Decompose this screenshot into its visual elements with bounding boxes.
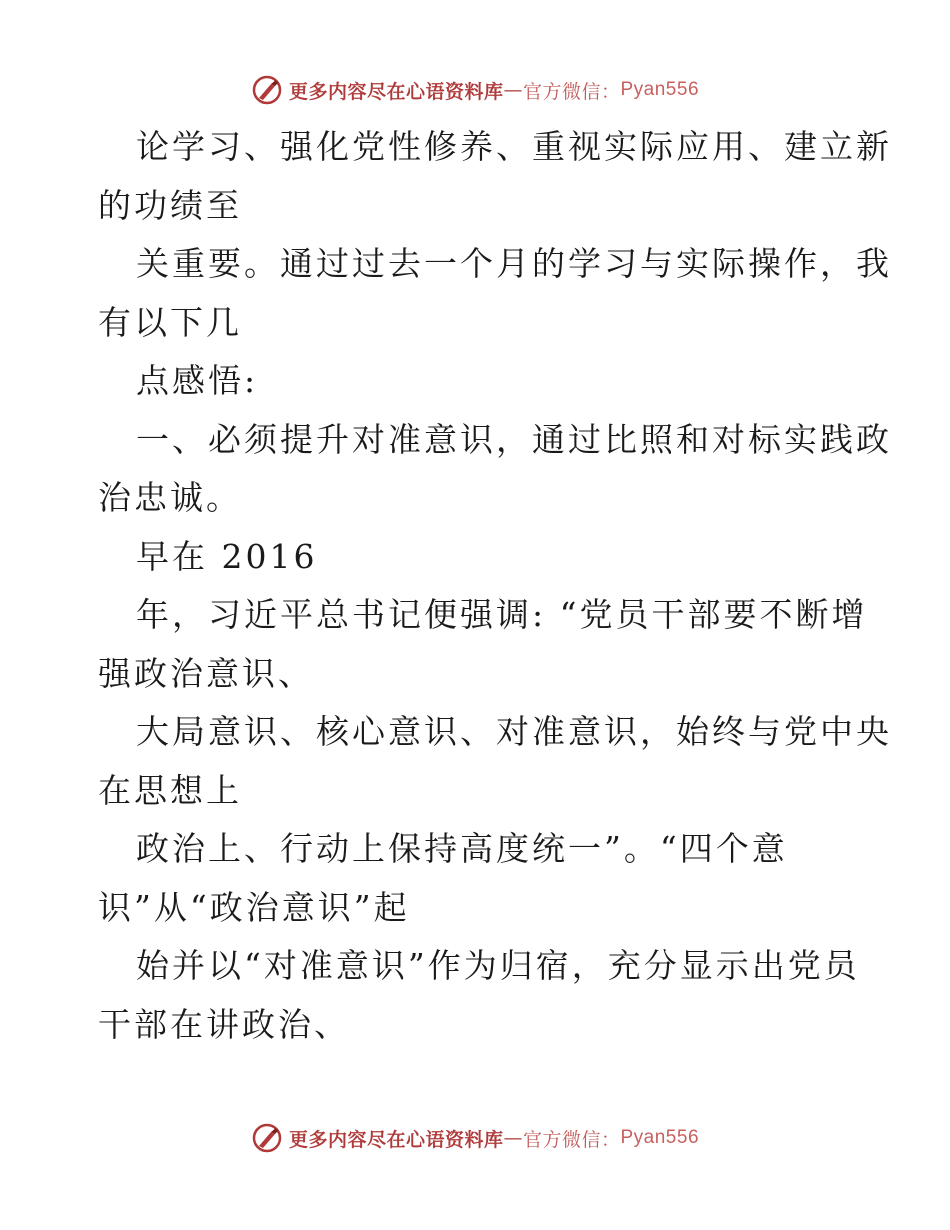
- banner-brand: 更多内容尽在心语资料库: [288, 1128, 504, 1151]
- text-line: 强政治意识、: [98, 653, 314, 693]
- banner-wechat-id: Pyan556: [620, 79, 700, 100]
- text-line: 识”从“政治意识”起: [98, 887, 410, 927]
- text-line: 点感悟:: [136, 361, 259, 400]
- pen-logo-icon: [251, 74, 283, 106]
- text-line: 早在 2016: [136, 536, 318, 576]
- text-line: 有以下几: [98, 302, 242, 342]
- text-line: 政治上、行动上保持高度统一”。“四个意: [136, 829, 788, 868]
- text-line: 大局意识、核心意识、对准意识，始终与党中央: [136, 712, 892, 751]
- banner-brand: 更多内容尽在心语资料库: [288, 80, 504, 103]
- document-body: [98, 118, 892, 1054]
- banner-wechat-label: 官方微信：: [522, 80, 621, 103]
- text-line: 干部在讲政治、: [98, 1004, 350, 1044]
- text-line: 年，习近平总书记便强调: “党员干部要不断增: [136, 595, 868, 634]
- text-line: 始并以“对准意识”作为归宿，充分显示出党员: [136, 946, 860, 985]
- pen-logo-icon: [251, 1122, 283, 1154]
- text-line: 论学习、强化党性修养、重视实际应用、建立新: [136, 127, 892, 166]
- banner-wechat-label: 官方微信：: [522, 1128, 621, 1151]
- text-line: 的功绩至: [98, 185, 242, 225]
- text-line: 一、必须提升对准意识，通过比照和对标实践政: [136, 419, 892, 459]
- banner-dash: —: [503, 79, 523, 101]
- text-line: 治忠诚。: [98, 478, 242, 517]
- footer-banner: [0, 1118, 950, 1158]
- text-line: 关重要。通过过去一个月的学习与实际操作，我: [136, 244, 892, 283]
- banner-dash: —: [503, 1127, 523, 1149]
- header-banner: [0, 70, 950, 110]
- banner-wechat-id: Pyan556: [620, 1127, 700, 1148]
- text-line: 在思想上: [98, 770, 242, 810]
